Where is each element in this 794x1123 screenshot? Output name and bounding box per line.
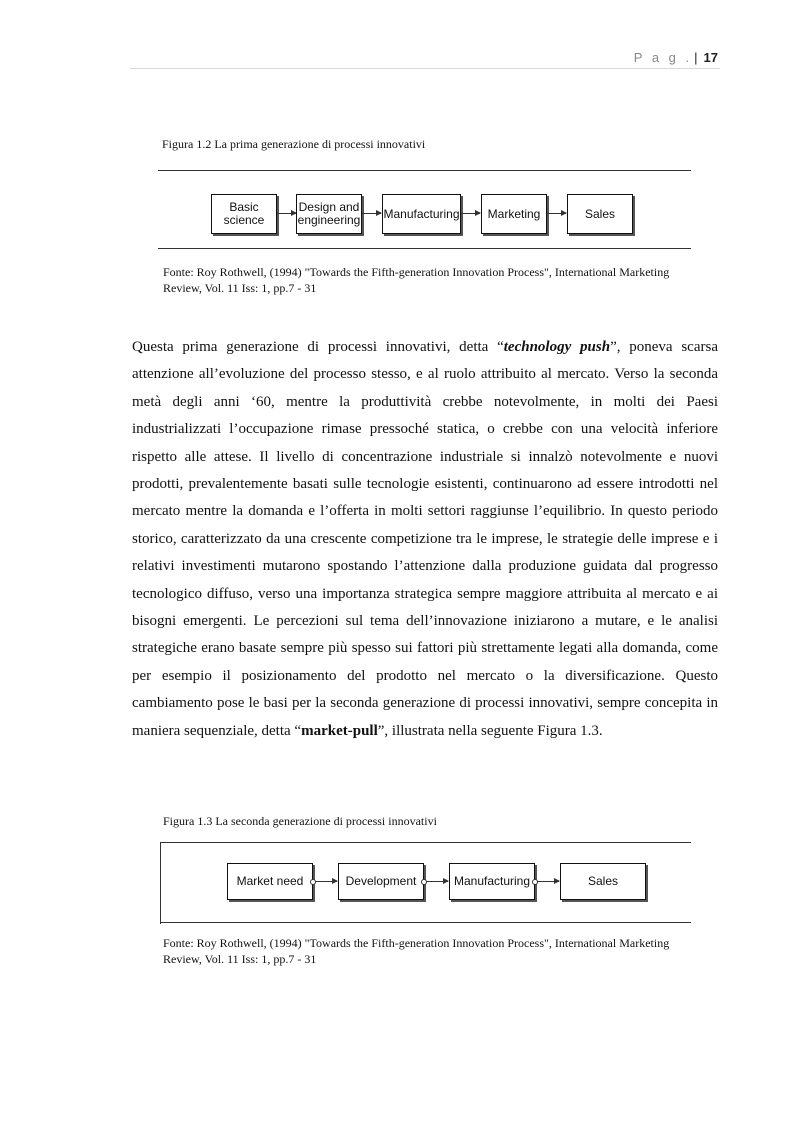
- figure-1-3-diagram: [160, 842, 691, 924]
- page-number: 17: [703, 50, 718, 65]
- figure-bottom-rule: [158, 248, 691, 249]
- flow-step-sales: Sales: [567, 194, 633, 234]
- body-paragraph: Questa prima generazione di processi innovativi, detta “technology push”, poneva scarsa attenzione all’evoluzione del processo stesso, e al ruolo attribuito al mercato. Verso la seconda metà degli anni ‘60, mentre la produttività crebbe notevolmente, in molti dei Paesi industrializzati l’occupazione rimase pressoché statica, o crebbe con una velocità inferiore rispetto alle attese. Il livello di concentrazione industriale si innalzò notevolmente e nuovi prodotti, prevalentemente basati sulle tecnologie esistenti, continuarono ad essere introdotti nel mercato mentre la domanda e l’offerta in molti settori raggiunse l’equilibrio. In questo periodo storico, caratterizzato da una crescente competizione tra le imprese, le strategie delle imprese e i relativi investimenti mutarono spostando l’attenzione dalla produzione guidata dal progresso tecnologico diffuso, verso una importanza strategica sempre maggiore attribuita al mercato e ai bisogni emergenti. Le percezioni sul tema dell’innovazione iniziarono a mutare, e le analisi strategiche erano basate sempre più spesso sui fattori più strettamente legati alla domanda, come per esempio il posizionamento del prodotto nel mercato o la diversificazione. Questo cambiamento pose le basi per la seconda generazione di processi innovativi, sempre concepita in maniera sequenziale, detta “market-pull”, illustrata nella seguente Figura 1.3.: [132, 339, 718, 739]
- flow-step-manufacturing: Manufacturing: [449, 863, 535, 900]
- figure-1-2-diagram: [158, 170, 691, 250]
- flow-step-market-need: Market need: [227, 863, 313, 900]
- flow-arrow: [424, 881, 448, 882]
- flow-step-development: Development: [338, 863, 424, 900]
- figure-1-2-source: Fonte: Roy Rothwell, (1994) "Towards the Fifth-generation Innovation Process", International Marketing Review, Vol. 11 Iss: 1, pp.7 - 31: [163, 265, 670, 295]
- figure-1-3-source: Fonte: Roy Rothwell, (1994) "Towards the Fifth-generation Innovation Process", International Marketing Review, Vol. 11 Iss: 1, pp.7 - 31: [163, 936, 670, 966]
- page-header: P a g . | 17: [633, 50, 718, 65]
- flow-arrow: [277, 213, 296, 214]
- flow-step-sales: Sales: [560, 863, 646, 900]
- figure-top-rule: [160, 842, 691, 843]
- page-label: P a g .: [633, 50, 693, 65]
- flow-arrow: [547, 213, 566, 214]
- figure-left-rule: [160, 842, 161, 924]
- header-divider: [130, 68, 720, 69]
- flow-step-marketing: Marketing: [481, 194, 547, 234]
- flow-arrow: [461, 213, 480, 214]
- flow-arrow: [362, 213, 381, 214]
- figure-1-3-caption: Figura 1.3 La seconda generazione di processi innovativi: [163, 814, 437, 828]
- flow-step-manufacturing: Manufacturing: [382, 194, 461, 234]
- flow-step-basic-science: Basic science: [211, 194, 277, 234]
- figure-bottom-rule: [160, 922, 691, 923]
- flow-arrow: [535, 881, 559, 882]
- term-market-pull: market-pull: [301, 722, 378, 739]
- figure-top-rule: [158, 170, 691, 171]
- term-technology-push: technology push: [503, 339, 611, 355]
- flow-step-design-engineering: Design and engineering: [296, 194, 362, 234]
- figure-1-2-caption: Figura 1.2 La prima generazione di processi innovativi: [162, 137, 426, 151]
- flow-arrow: [313, 881, 337, 882]
